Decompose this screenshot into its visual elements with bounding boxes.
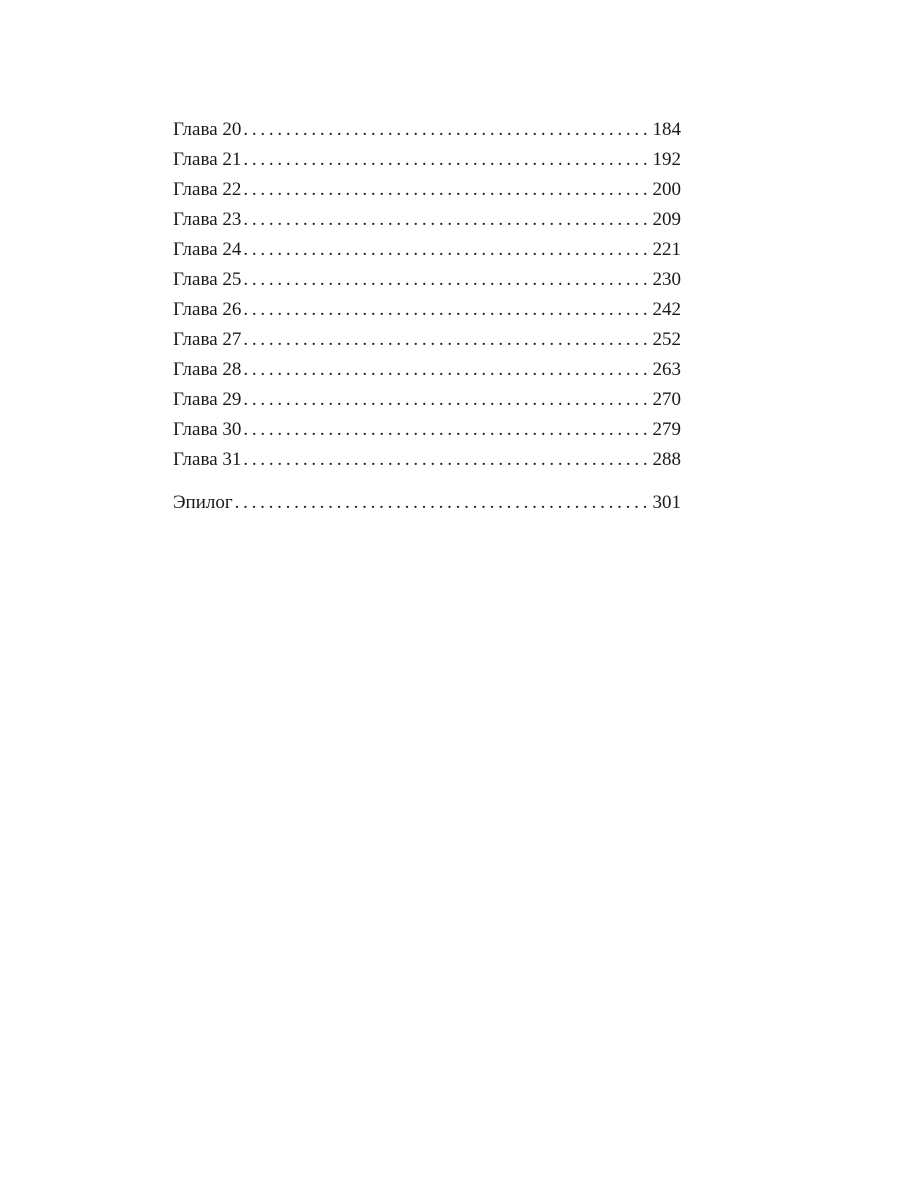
toc-entry-title: Глава 27 (173, 329, 242, 350)
toc-entry-epilogue (173, 488, 681, 518)
toc-dot-leader (235, 488, 652, 518)
toc-entry-chapter-30 (173, 415, 681, 445)
toc-entry-page: 230 (652, 269, 681, 290)
toc-entry-title: Эпилог (173, 492, 233, 513)
toc-entry-page: 270 (652, 389, 681, 410)
toc-entry-chapter-23 (173, 205, 681, 235)
toc-entry-chapter-28 (173, 355, 681, 385)
toc-dot-leader (243, 205, 651, 235)
toc-entry-chapter-24 (173, 235, 681, 265)
toc-entry-page: 209 (652, 209, 681, 230)
toc-entry-title: Глава 31 (173, 449, 242, 470)
toc-entry-page: 242 (652, 299, 681, 320)
toc-entry-chapter-29 (173, 385, 681, 415)
toc-entry-title: Глава 28 (173, 359, 242, 380)
toc-entry-title: Глава 26 (173, 299, 242, 320)
toc-entry-chapter-26 (173, 295, 681, 325)
toc-entry-chapter-20 (173, 115, 681, 145)
toc-entry-title: Глава 22 (173, 179, 242, 200)
toc-entry-page: 301 (652, 492, 681, 513)
toc-entry-chapter-31 (173, 445, 681, 475)
table-of-contents (173, 115, 681, 518)
toc-entry-title: Глава 30 (173, 419, 242, 440)
toc-entry-page: 252 (652, 329, 681, 350)
toc-entry-page: 192 (652, 149, 681, 170)
toc-dot-leader (243, 445, 651, 475)
toc-dot-leader (243, 385, 651, 415)
toc-dot-leader (243, 175, 651, 205)
toc-entry-title: Глава 29 (173, 389, 242, 410)
toc-entry-chapter-21 (173, 145, 681, 175)
toc-entry-page: 184 (652, 119, 681, 140)
toc-entry-title: Глава 21 (173, 149, 242, 170)
toc-dot-leader (243, 415, 651, 445)
toc-entry-title: Глава 24 (173, 239, 242, 260)
toc-dot-leader (243, 145, 651, 175)
toc-entry-page: 279 (652, 419, 681, 440)
toc-entry-title: Глава 23 (173, 209, 242, 230)
toc-entry-page: 200 (652, 179, 681, 200)
toc-dot-leader (243, 325, 651, 355)
toc-entry-page: 288 (652, 449, 681, 470)
toc-dot-leader (243, 235, 651, 265)
toc-entry-page: 221 (652, 239, 681, 260)
toc-dot-leader (243, 355, 651, 385)
toc-entry-title: Глава 20 (173, 119, 242, 140)
toc-entry-chapter-25 (173, 265, 681, 295)
toc-dot-leader (243, 295, 651, 325)
toc-dot-leader (243, 115, 651, 145)
toc-entry-chapter-22 (173, 175, 681, 205)
toc-dot-leader (243, 265, 651, 295)
toc-entry-title: Глава 25 (173, 269, 242, 290)
toc-entry-chapter-27 (173, 325, 681, 355)
toc-entry-page: 263 (652, 359, 681, 380)
